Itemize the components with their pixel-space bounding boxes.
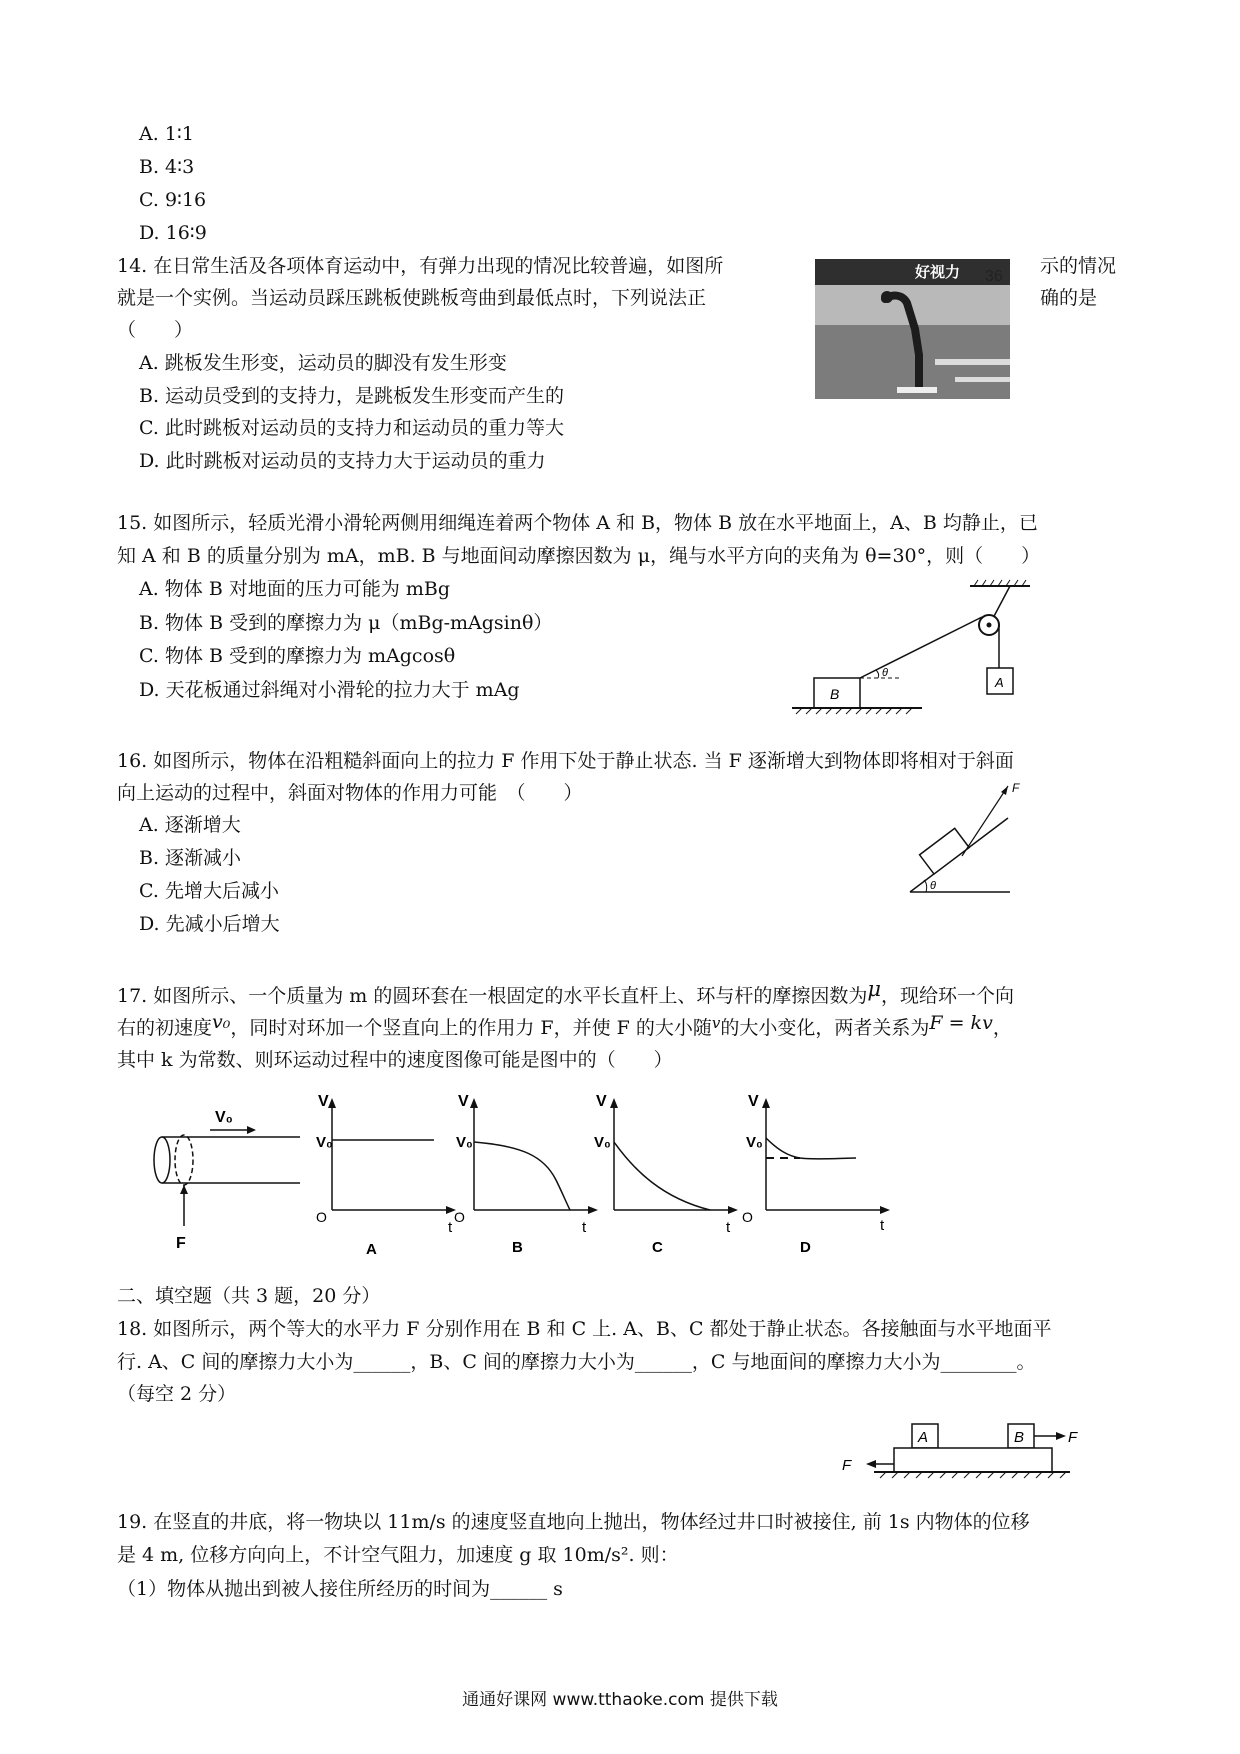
q13-option-a: A. 1∶1 [139, 123, 194, 145]
rod-v0-label: V₀ [215, 1109, 233, 1126]
graph-d-v0-label: V₀ [746, 1134, 763, 1151]
graph-a-v0-label: V₀ [316, 1134, 333, 1151]
stacked-blocks-figure [830, 1420, 1080, 1492]
q14-line2: 就是一个实例。当运动员踩压跳板使跳板弯曲到最低点时，下列说法正 [117, 287, 707, 309]
q17-line2 [117, 1011, 1012, 1042]
photo-banner: 好视力 [915, 264, 961, 281]
q17-line3: 其中 k 为常数、则环运动过程中的速度图像可能是图中的（ ） [117, 1049, 673, 1071]
graph-b-origin: O [454, 1209, 465, 1225]
graph-c-name: C [652, 1239, 663, 1256]
q14-option-c: C. 此时跳板对运动员的支持力和运动员的重力等大 [139, 417, 564, 439]
photo-number: 36 [985, 268, 1003, 285]
graph-b-v0-label: V₀ [456, 1134, 473, 1151]
q14-option-a: A. 跳板发生形变，运动员的脚没有发生形变 [139, 352, 507, 374]
q18-line1: 18. 如图所示，两个等大的水平力 F 分别作用在 B 和 C 上. A、B、C 都处于静止状态。各接触面与水平地面平 [117, 1318, 1052, 1340]
rod-force-label: F [176, 1235, 186, 1252]
q19-line2: 是 4 m, 位移方向向上，不计空气阻力，加速度 g 取 10m/s². 则： [117, 1544, 679, 1566]
q14-line3: （ ） [117, 319, 194, 341]
q16-option-d: D. 先减小后增大 [139, 913, 280, 935]
graph-c-v-label: V [596, 1093, 607, 1110]
graph-c-t-label: t [726, 1219, 731, 1236]
angle-label: θ [882, 667, 888, 679]
q16-option-b: B. 逐渐减小 [139, 847, 242, 869]
graph-c-v0-label: V₀ [594, 1134, 611, 1151]
q13-option-c: C. 9∶16 [139, 189, 207, 211]
q15-line2: 知 A 和 B 的质量分别为 mA，mB. B 与地面间动摩擦因数为 μ，绳与水平方向的夹角为 θ=30°，则（ ） [117, 545, 1041, 567]
v0-symbol: v₀ [212, 1011, 231, 1033]
q15-option-d: D. 天花板通过斜绳对小滑轮的拉力大于 mAg [139, 679, 520, 701]
q14-line2-right: 确的是 [1040, 287, 1098, 309]
q16-option-a: A. 逐渐增大 [139, 814, 241, 836]
q15-option-b: B. 物体 B 受到的摩擦力为 μ（mBg-mAgsinθ） [139, 612, 553, 634]
q18-line3: （每空 2 分） [117, 1383, 237, 1405]
block-b-label: B [830, 686, 840, 702]
q19-sub1: （1）物体从抛出到被人接住所经历的时间为______ s [117, 1578, 563, 1600]
q18-line2: 行. A、C 间的摩擦力大小为______，B、C 间的摩擦力大小为______，C 与地面间的摩擦力大小为________。 [117, 1351, 1036, 1373]
graph-d-curve [766, 1138, 856, 1159]
graph-d-v-label: V [748, 1093, 759, 1110]
graph-a-t-label: t [448, 1219, 453, 1236]
q17-line1-a: 17. 如图所示、一个质量为 m 的圆环套在一根固定的水平长直杆上、环与杆的摩擦因数为 [117, 985, 868, 1007]
graph-d-name: D [800, 1239, 811, 1256]
force-label: F [1012, 781, 1020, 795]
q17-line1-b: ，现给环一个向 [881, 985, 1015, 1007]
q17-line1 [117, 977, 1015, 1009]
ring-rod-figure [140, 1100, 305, 1260]
q17-line2-d: ， [992, 1017, 1012, 1039]
relation-formula: F = kv [929, 1012, 993, 1034]
q13-option-d: D. 16∶9 [139, 222, 207, 244]
force-left-label: F [842, 1457, 852, 1474]
q13-option-b: B. 4∶3 [139, 156, 195, 178]
q19-line1: 19. 在竖直的井底，将一物块以 11m/s 的速度竖直地向上抛出，物体经过井口时被接住, 前 1s 内物体的位移 [117, 1511, 1030, 1533]
q14-option-b: B. 运动员受到的支持力，是跳板发生形变而产生的 [139, 385, 565, 407]
pulley-figure [790, 578, 1050, 720]
q14-line1-right: 示的情况 [1040, 255, 1117, 277]
force-right-label: F [1068, 1429, 1078, 1446]
v-symbol: v [711, 1014, 721, 1032]
q17-line2-b: ，同时对环加一个竖直向上的作用力 F，并使 F 的大小随 [230, 1017, 712, 1039]
graph-a-origin: O [316, 1209, 327, 1225]
graph-b-t-label: t [582, 1219, 587, 1236]
graph-a-name: A [366, 1241, 377, 1258]
graph-b-v-label: V [458, 1093, 469, 1110]
q17-line2-c: 的大小变化，两者关系为 [720, 1017, 930, 1039]
q15-line1: 15. 如图所示，轻质光滑小滑轮两侧用细绳连着两个物体 A 和 B，物体 B 放在水平地面上，A、B 均静止，已 [117, 512, 1038, 534]
incline-angle-label: θ [930, 880, 936, 892]
q16-line1: 16. 如图所示，物体在沿粗糙斜面向上的拉力 F 作用下处于静止状态. 当 F 逐渐增大到物体即将相对于斜面 [117, 750, 1014, 772]
graph-c [592, 1090, 742, 1260]
q17-line2-a: 右的初速度 [117, 1017, 213, 1039]
mu-symbol: μ [867, 977, 882, 1001]
page-footer: 通通好课网 www.tthaoke.com 提供下载 [462, 1690, 778, 1710]
block-b-label-18: B [1014, 1429, 1025, 1446]
graph-b-curve [474, 1142, 570, 1210]
graph-c-curve [614, 1142, 710, 1210]
q14-line1: 14. 在日常生活及各项体育运动中，有弹力出现的情况比较普遍，如图所 [117, 255, 724, 277]
graph-b [452, 1090, 602, 1260]
q16-option-c: C. 先增大后减小 [139, 880, 279, 902]
q15-option-a: A. 物体 B 对地面的压力可能为 mBg [139, 578, 451, 600]
q14-option-d: D. 此时跳板对运动员的支持力大于运动员的重力 [139, 450, 546, 472]
graph-d-t-label: t [880, 1217, 885, 1234]
graph-a [310, 1090, 460, 1260]
diving-photo [815, 259, 1010, 399]
graph-b-name: B [512, 1239, 523, 1256]
graph-d [744, 1090, 904, 1260]
graph-d-origin: O [742, 1209, 753, 1225]
graph-a-v-label: V [318, 1093, 329, 1110]
incline-figure [900, 778, 1020, 898]
section2-title: 二、填空题（共 3 题，20 分） [117, 1285, 381, 1307]
q15-option-c: C. 物体 B 受到的摩擦力为 mAgcosθ [139, 645, 456, 667]
q16-line2: 向上运动的过程中，斜面对物体的作用力可能 （ ） [117, 782, 583, 804]
block-a-label: A [995, 675, 1004, 690]
block-a-label-18: A [918, 1429, 929, 1446]
